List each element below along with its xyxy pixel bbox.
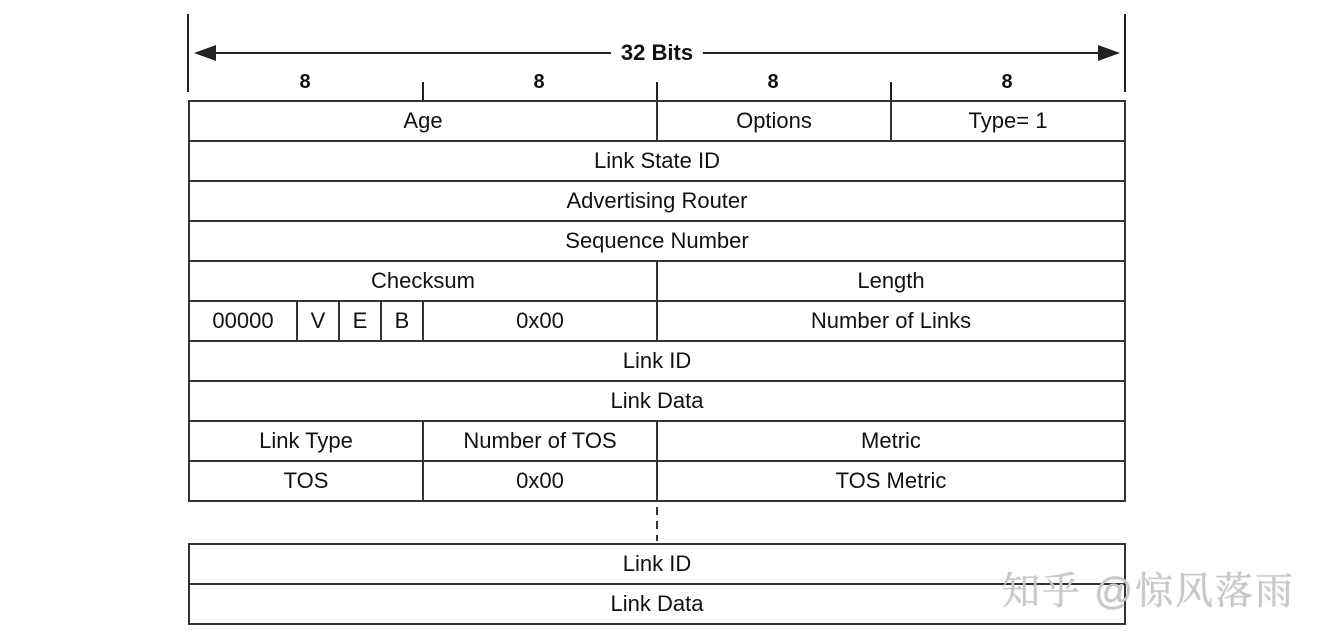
octet-label-4: 8 [1001,71,1013,93]
row-link-state-id [188,142,1126,182]
arrow-line-right [686,52,1106,54]
field-tos: TOS [190,462,424,500]
field-options: Options [658,102,892,140]
row-age-options-type [188,102,1126,142]
row-sequence-number [188,222,1126,262]
field-link-data: Link Data [610,388,704,413]
field-tos-pad: 0x00 [424,462,658,500]
field-sequence-number: Sequence Number [565,228,749,253]
continuation-dash-3 [656,535,658,541]
field-number-of-tos: Number of TOS [424,422,658,460]
field-link-data-repeat: Link Data [610,591,704,616]
row-flags-number-of-links [188,302,1126,342]
field-checksum: Checksum [190,262,658,300]
arrow-right-icon [1098,45,1120,61]
field-number-of-links: Number of Links [810,308,972,333]
field-type: Type= 1 [968,108,1048,133]
row-link-id [188,342,1126,382]
bit-width-arrow [188,42,1126,64]
octet-label-1: 8 [299,71,311,93]
lsa-packet-table [188,100,1126,502]
row-tos-metric [188,462,1126,502]
field-zero-bits: 00000 [190,302,298,340]
field-metric: Metric [861,428,921,453]
field-link-id: Link ID [622,348,692,373]
field-link-id-repeat: Link ID [622,551,692,576]
row-checksum-length [188,262,1126,302]
field-length: Length [857,268,925,293]
field-e-bit: E [340,302,382,340]
field-flags-pad: 0x00 [424,302,658,340]
field-v-bit: V [298,302,340,340]
field-link-type: Link Type [190,422,424,460]
row-advertising-router [188,182,1126,222]
octet-label-3: 8 [767,71,779,93]
octet-label-2: 8 [533,71,545,93]
row-link-data [188,382,1126,422]
field-link-state-id: Link State ID [594,148,720,173]
field-advertising-router: Advertising Router [566,188,748,213]
field-age: Age [190,102,658,140]
row-link-id-repeat [188,545,1126,585]
row-link-data-repeat [188,585,1126,625]
row-link-type-tos-metric [188,422,1126,462]
bits-label: 32 Bits [611,42,703,64]
continuation-dash-1 [656,507,658,515]
continuation-dash-2 [656,521,658,529]
watermark-text: 知乎 @惊风落雨 [1001,571,1295,613]
lsa-trailing-table [188,543,1126,625]
field-tos-metric: TOS Metric [835,468,947,493]
arrow-line-left [208,52,628,54]
field-b-bit: B [382,302,424,340]
